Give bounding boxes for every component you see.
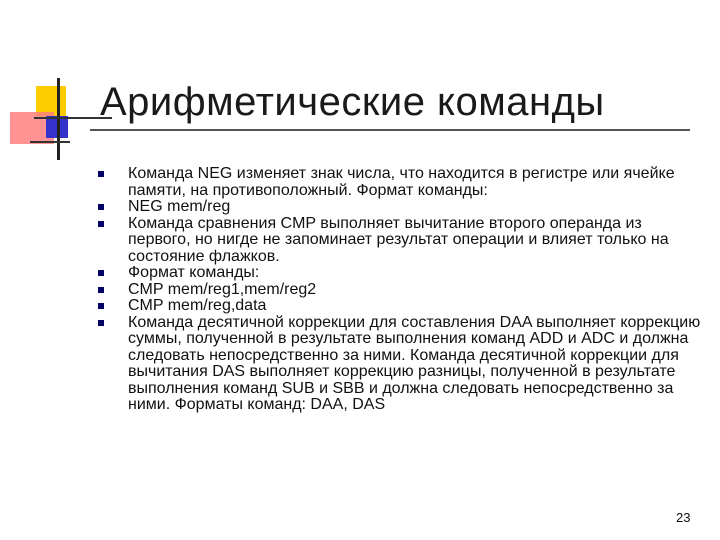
bullet-text: Команда сравнения CMP выполняет вычитание второго операнда из первого, но нигде не запоминает результат операции и влияет только на состояние флажков. [128, 214, 669, 265]
slide-title: Арифметические команды [100, 80, 605, 124]
bullet-item [94, 199, 704, 216]
title-underline [90, 129, 690, 131]
square-bullet-icon [98, 221, 104, 227]
page-number: 23 [676, 510, 691, 525]
square-bullet-icon [98, 320, 104, 326]
logo-horizontal-line-lower [30, 141, 70, 143]
bullet-item [94, 315, 704, 414]
bullet-item [94, 282, 704, 299]
bullet-item [94, 298, 704, 315]
square-bullet-icon [98, 270, 104, 276]
square-bullet-icon [98, 287, 104, 293]
bullet-item [94, 216, 704, 266]
bullet-item [94, 265, 704, 282]
square-bullet-icon [98, 171, 104, 177]
bullet-text: NEG mem/reg [128, 198, 231, 215]
square-bullet-icon [98, 204, 104, 210]
bullet-list [94, 166, 704, 414]
bullet-text: CMP mem/reg1,mem/reg2 [128, 280, 317, 298]
bullet-text: CMP mem/reg,data [128, 297, 267, 314]
logo-vertical-line [57, 78, 60, 160]
bullet-item [94, 166, 704, 199]
bullet-text: Команда десятичной коррекции для составления DAA выполняет коррекцию суммы, полученной в результате выполнения команд ADD и ADC и должна следовать непосредственно за ними. Команда десятичной коррекции для вычитания DAS выполняет коррекцию разницы, полученной в результате выполнения команд SUB и SBB и должна следовать непосредственно за ними. Форматы команд: DAA, DAS [128, 313, 701, 413]
bullet-text: Команда NEG изменяет знак числа, что находится в регистре или ячейке памяти, на противоположный. Формат команды: [128, 165, 675, 199]
slide-logo-decoration [0, 0, 110, 170]
square-bullet-icon [98, 303, 104, 309]
bullet-text: Формат команды: [128, 264, 260, 281]
